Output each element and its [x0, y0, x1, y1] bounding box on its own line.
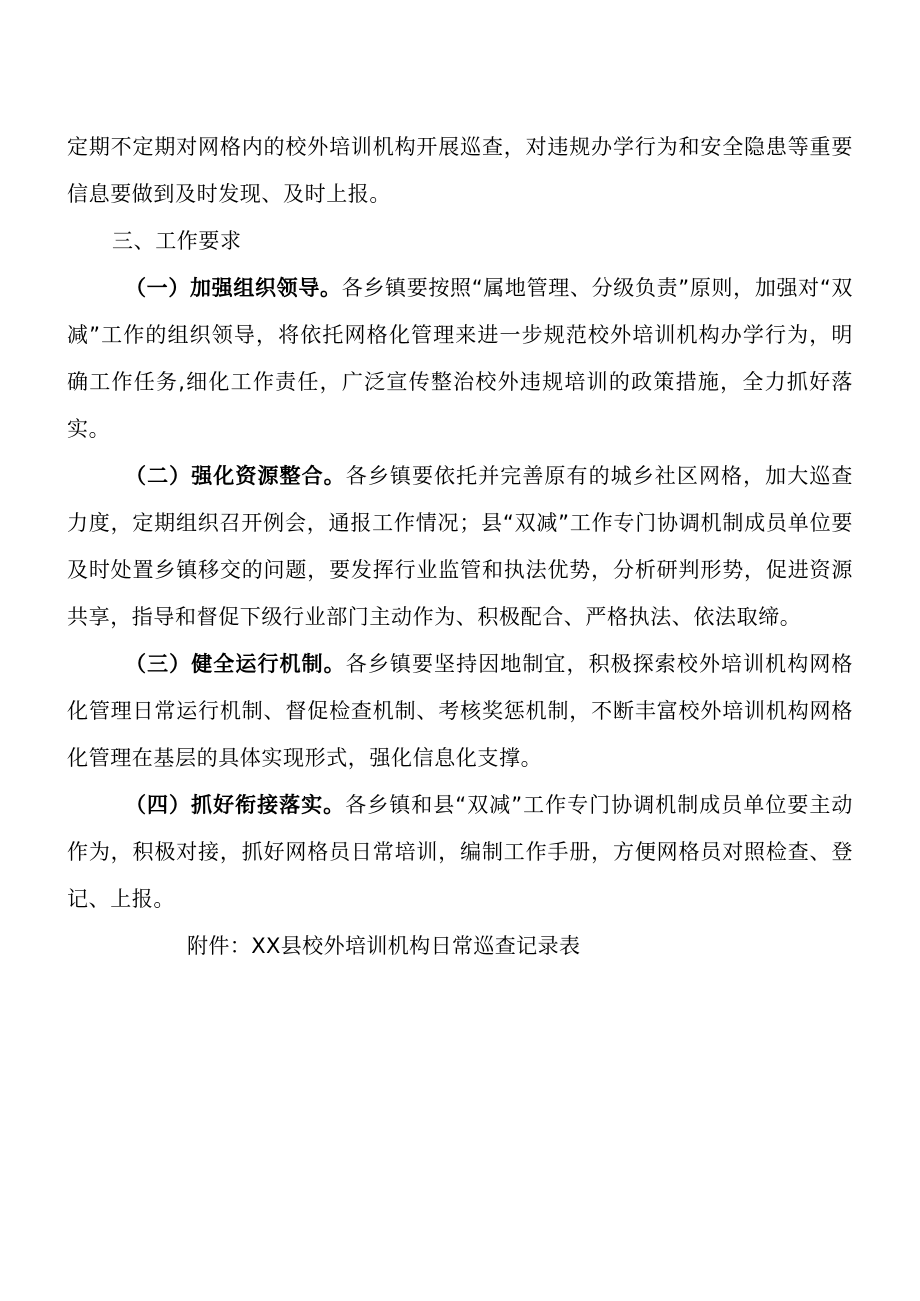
- requirement-item-4-body: 各乡镇和县“双减”工作专门协调机制成员单位要主动作为，积极对接，抓好网格员日常培训，编制工作手册，方便网格员对照检查、登记、上报。: [67, 793, 853, 911]
- requirement-item-4-lead: （四）抓好衔接落实。: [125, 793, 346, 817]
- document-body: [67, 124, 853, 970]
- requirement-item-4: [67, 782, 853, 923]
- requirement-item-2-body: 各乡镇要依托并完善原有的城乡社区网格，加大巡查力度，定期组织召开例会，通报工作情况；县“双减”工作专门协调机制成员单位要及时处置乡镇移交的问题，要发挥行业监管和执法优势，分析研判形势，促进资源共享，指导和督促下级行业部门主动作为、积极配合、严格执法、依法取缔。: [67, 464, 853, 629]
- continuation-paragraph: 定期不定期对网格内的校外培训机构开展巡查，对违规办学行为和安全隐患等重要信息要做到及时发现、及时上报。: [67, 135, 853, 206]
- requirement-item-3: [67, 641, 853, 782]
- requirement-item-2-lead: （二）强化资源整合。: [125, 464, 346, 488]
- requirement-item-3-body: 各乡镇要坚持因地制宜，积极探索校外培训机构网格化管理日常运行机制、督促检查机制、考核奖惩机制，不断丰富校外培训机构网格化管理在基层的具体实现形式，强化信息化支撑。: [67, 652, 853, 770]
- attachment-note: 附件：XX县校外培训机构日常巡查记录表: [187, 934, 581, 958]
- requirement-item-1-body: 各乡镇要按照“属地管理、分级负责”原则，加强对“双减”工作的组织领导，将依托网格化管理来进一步规范校外培训机构办学行为，明确工作任务,细化工作责任，广泛宣传整治校外违规培训的政策措施，全力抓好落实。: [67, 276, 854, 441]
- requirement-item-3-lead: （三）健全运行机制。: [125, 652, 346, 676]
- requirement-item-2: [67, 453, 853, 641]
- requirement-item-1: [67, 265, 853, 453]
- requirement-item-1-lead: （一）加强组织领导。: [125, 276, 342, 300]
- section-heading: 三、工作要求: [112, 229, 242, 253]
